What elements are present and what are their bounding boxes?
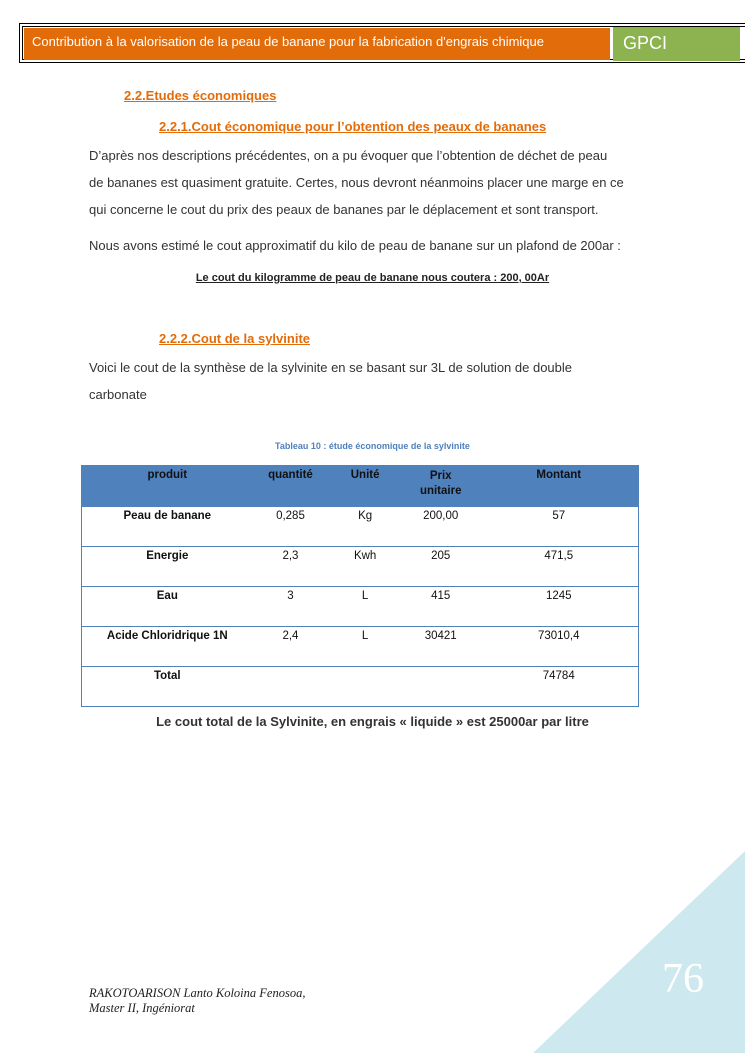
- column-header: Unité: [328, 466, 402, 507]
- column-header: Montant: [479, 466, 638, 507]
- table-cell: Total: [82, 667, 253, 707]
- footer-degree: Master II, Ingéniorat: [89, 1001, 195, 1015]
- table-cell: 0,285: [253, 507, 329, 547]
- page-number: 76: [662, 956, 704, 1002]
- column-header: Prix unitaire: [402, 466, 480, 507]
- table-cell: 73010,4: [479, 627, 638, 667]
- table-cell: L: [328, 587, 402, 627]
- paragraph-line: carbonate: [89, 387, 147, 402]
- table-cell: Energie: [82, 547, 253, 587]
- table-row: [82, 627, 639, 667]
- table-caption: Tableau 10 : étude économique de la sylvinite: [275, 441, 470, 451]
- table-cell: 205: [402, 547, 480, 587]
- paragraph-line: Voici le cout de la synthèse de la sylvinite en se basant sur 3L de solution de double: [89, 360, 572, 375]
- section-heading-2-2-2: 2.2.2.Cout de la sylvinite: [159, 331, 310, 346]
- section-heading-2-2-1: 2.2.1.Cout économique pour l’obtention des peaux de bananes: [159, 119, 547, 134]
- table-cell: 3: [253, 587, 329, 627]
- footer: [89, 986, 305, 1016]
- table-cell: Eau: [82, 587, 253, 627]
- cost-table: [81, 465, 639, 707]
- paragraph-line: D’après nos descriptions précédentes, on a pu évoquer que l’obtention de déchet de peau: [89, 148, 608, 163]
- table-cell: [402, 667, 480, 707]
- header-title: Contribution à la valorisation de la peau de banane pour la fabrication d'engrais chimique: [24, 28, 610, 60]
- table-cell: 57: [479, 507, 638, 547]
- conclusion-text: Le cout total de la Sylvinite, en engrais « liquide » est 25000ar par litre: [156, 714, 589, 729]
- paragraph-peaux: [89, 142, 669, 223]
- header-code: GPCI: [613, 27, 740, 61]
- table-cell: L: [328, 627, 402, 667]
- column-header: produit: [82, 466, 253, 507]
- table-cell: 2,3: [253, 547, 329, 587]
- table-cell: 200,00: [402, 507, 480, 547]
- table-cell: Acide Chloridrique 1N: [82, 627, 253, 667]
- cost-result: Le cout du kilogramme de peau de banane nous coutera : 200, 00Ar: [195, 272, 550, 284]
- table-row: [82, 547, 639, 587]
- table-row: [82, 587, 639, 627]
- paragraph-estimate: Nous avons estimé le cout approximatif du kilo de peau de banane sur un plafond de 200ar :: [89, 238, 621, 253]
- paragraph-sylvinite: [89, 354, 669, 408]
- table-cell: 74784: [479, 667, 638, 707]
- table-cell: [253, 667, 329, 707]
- table-cell: Peau de banane: [82, 507, 253, 547]
- table-row: [82, 507, 639, 547]
- table-cell: [328, 667, 402, 707]
- table-cell: Kwh: [328, 547, 402, 587]
- table-header-row: [82, 466, 639, 507]
- paragraph-line: de bananes est quasiment gratuite. Certes, nous devront néanmoins placer une marge en ce: [89, 175, 624, 190]
- paragraph-line: qui concerne le cout du prix des peaux de bananes par le déplacement et sont transport.: [89, 202, 599, 217]
- corner-decoration: [533, 851, 745, 1053]
- table-cell: 2,4: [253, 627, 329, 667]
- column-header: quantité: [253, 466, 329, 507]
- table-cell: Kg: [328, 507, 402, 547]
- section-heading-2-2: 2.2.Etudes économiques: [124, 88, 277, 103]
- page-header: [19, 23, 745, 63]
- footer-author: RAKOTOARISON Lanto Koloina Fenosoa,: [89, 986, 306, 1000]
- table-cell: 1245: [479, 587, 638, 627]
- table-total-row: [82, 667, 639, 707]
- table-cell: 415: [402, 587, 480, 627]
- table-cell: 30421: [402, 627, 480, 667]
- table-cell: 471,5: [479, 547, 638, 587]
